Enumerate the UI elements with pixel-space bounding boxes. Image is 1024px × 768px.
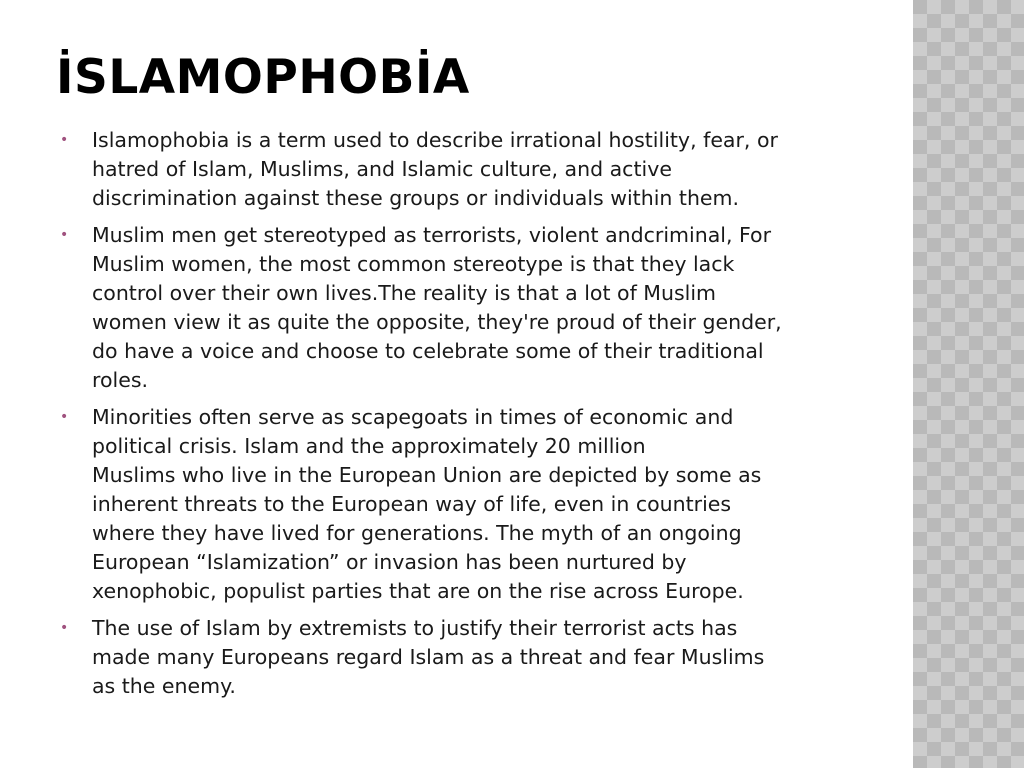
slide-content: [60, 126, 860, 709]
bullet-icon: •: [60, 227, 69, 243]
bullet-item-3: [60, 403, 860, 606]
bullet-icon: •: [60, 409, 69, 425]
bullet-item-4: [60, 614, 860, 701]
bullet-text: Islamophobia is a term used to describe irrational hostility, fear, or hatred of Islam, Muslims, and Islamic culture, and active discrimination against these groups or individuals within them.: [92, 128, 778, 210]
bullet-text: Minorities often serve as scapegoats in times of economic and political crisis. Islam and the approximately 20 million Muslims who live in the European Union are depicted by some as inherent threats to the European way of life, even in countries where they have lived for generations. The myth of an ongoing European “Islamization” or invasion has been nurtured by xenophobic, populist parties that are on the rise across Europe.: [92, 405, 762, 603]
bullet-text: The use of Islam by extremists to justify their terrorist acts has made many Europeans regard Islam as a threat and fear Muslims as the enemy.: [92, 616, 765, 698]
bullet-text: Muslim men get stereotyped as terrorists, violent andcriminal, For Muslim women, the most common stereotype is that they lack control over their own lives.The reality is that a lot of Muslim women view it as quite the opposite, they're proud of their gender, do have a voice and choose to celebrate some of their traditional roles.: [92, 223, 782, 392]
bullet-list: [60, 126, 860, 701]
decorative-side-panel: [913, 0, 1024, 768]
slide-title: İSLAMOPHOBİA: [56, 50, 470, 105]
bullet-icon: •: [60, 620, 69, 636]
bullet-item-2: [60, 221, 860, 395]
bullet-icon: •: [60, 132, 69, 148]
bullet-item-1: [60, 126, 860, 213]
